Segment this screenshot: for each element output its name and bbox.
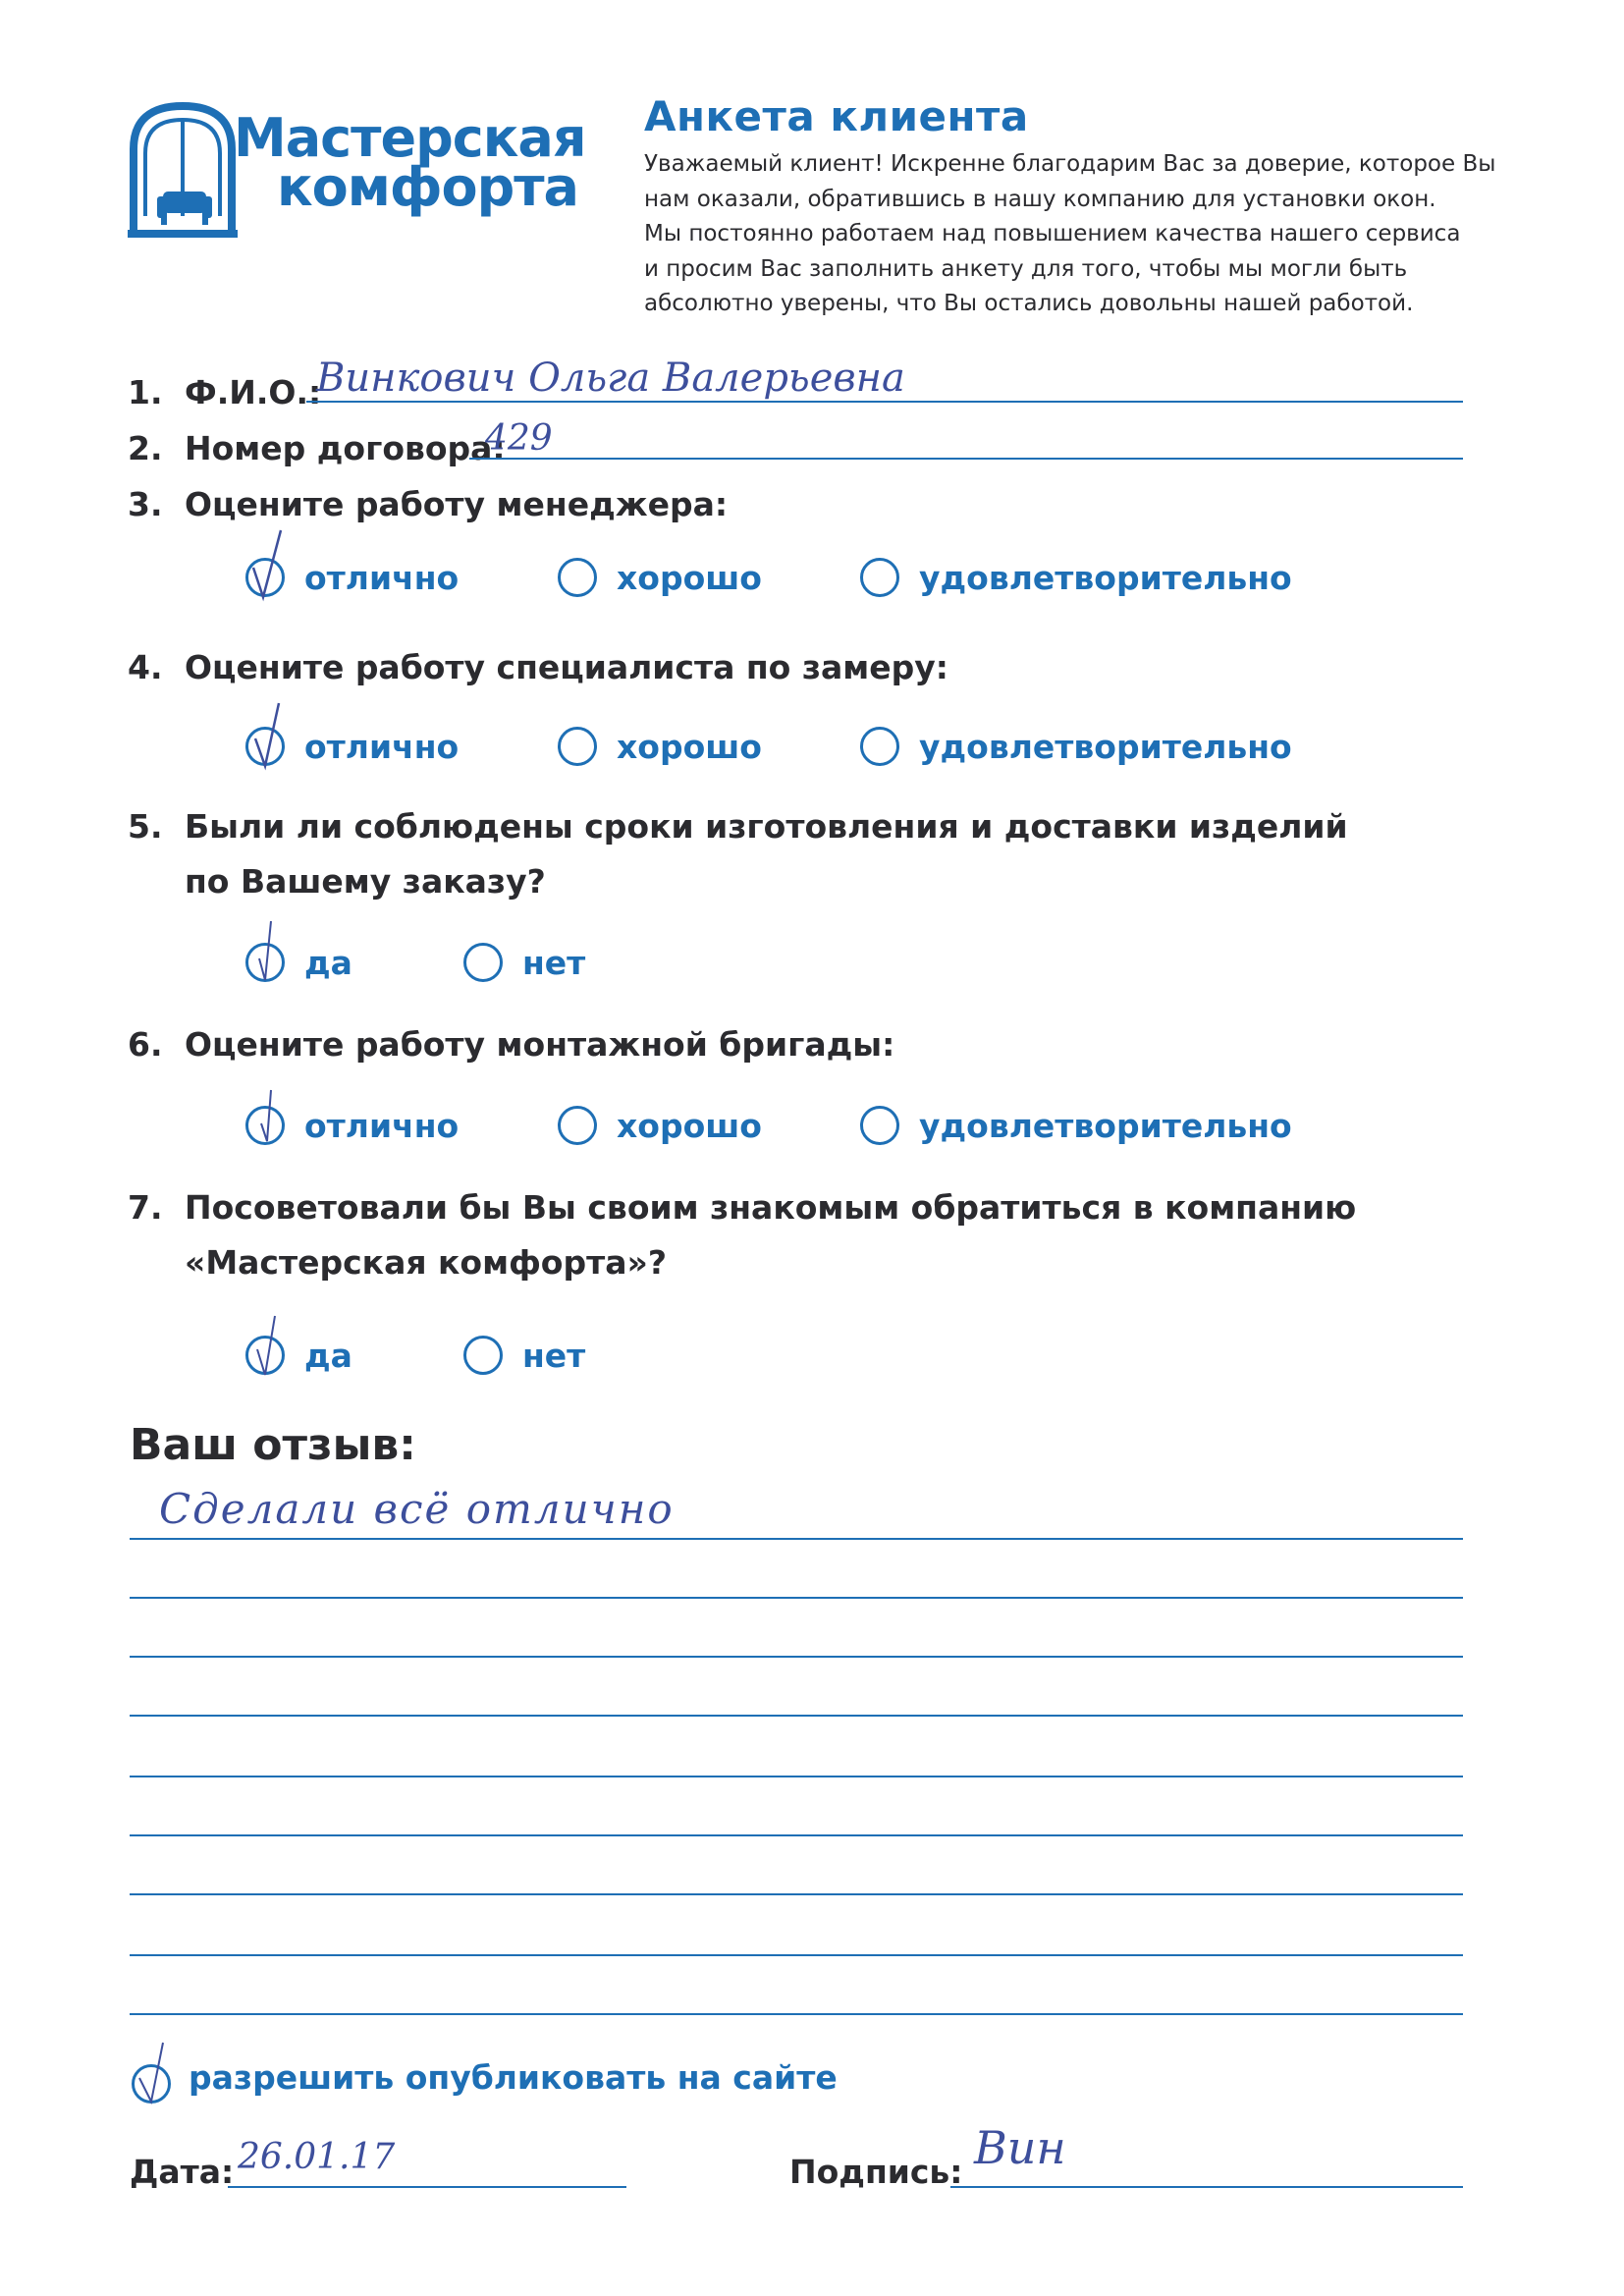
fullname-field-line — [306, 401, 1463, 403]
review-line — [130, 1597, 1463, 1599]
review-line — [130, 1715, 1463, 1717]
window-sofa-logo-icon — [128, 98, 238, 246]
intro-paragraph: Уважаемый клиент! Искренне благодарим Вас за доверие, которое Вы нам оказали, обратившись в нашу компанию для установки окон. Мы постоянно работаем над повышением качества нашего сервиса и просим Вас заполнить анкету для того, чтобы мы могли быть абсолютно уверены, что Вы остались довольны нашей работой. — [644, 151, 1496, 316]
logo-wordmark: Мастерская комфорта — [234, 107, 586, 218]
company-logo — [128, 98, 586, 246]
review-line — [130, 1893, 1463, 1895]
question-3-label: 3. Оцените работу менеджера: — [128, 485, 729, 523]
contract-number-field-line — [469, 458, 1463, 460]
question-1-label: 1. Ф.И.О.: — [128, 373, 322, 411]
date-label: Дата: — [130, 2153, 235, 2191]
form-title: Анкета клиента — [644, 92, 1029, 140]
question-2-label: 2. Номер договора: — [128, 429, 506, 467]
handwritten-check-icon — [247, 1304, 291, 1383]
question-5-label: 5. Были ли соблюдены сроки изготовления и доставки изделий по Вашему заказу? — [128, 807, 1348, 901]
question-4-label: 4. Оцените работу специалиста по замеру: — [128, 648, 948, 686]
handwritten-check-icon — [247, 1074, 291, 1153]
signature-field-line — [950, 2186, 1463, 2188]
handwritten-check-icon — [134, 2033, 177, 2111]
review-line — [130, 1656, 1463, 1658]
review-line — [130, 1954, 1463, 1956]
signature-field[interactable]: Вин — [974, 2121, 1066, 2174]
handwritten-check-icon — [247, 695, 291, 774]
radio-circle-icon — [463, 943, 503, 982]
radio-circle-icon — [558, 558, 597, 597]
contract-number-field[interactable]: 429 — [485, 418, 553, 459]
radio-circle-icon — [463, 1336, 503, 1375]
review-line — [130, 2013, 1463, 2015]
review-text[interactable]: Сделали всё отлично — [159, 1485, 675, 1533]
radio-circle-icon — [860, 727, 899, 766]
survey-form-page: Мастерская комфорта Анкета клиента Уважаемый клиент! Искренне благодарим Вас за доверие, которое Вы нам оказали, обратившись в нашу компанию для установки окон. Мы постоянно работаем над повышением качества нашего сервиса и просим Вас заполнить анкету для того, чтобы мы могли быть абсолютно уверены, что Вы остались довольны нашей работой. 1. Ф.И.О.: Винкович Ольга Валерьевна 2. Номер договора: 429 3. Оцените работу менеджера: отлично хорошо удовлетворительно 4. Оцените работу специалиста по замеру: отлично хорошо удовлетворительно 5. Были ли соблюдены сроки изготовления и доставки изделий по Вашему заказу? да нет 6. Оцените работу монтажной бригады: отлично хорошо удовлетворительно 7. Посоветовали бы Вы своим знакомым обратиться в компанию «Мастерская комфорта»? да нет Ваш отзыв: Сделали всё отлично разрешить опубликовать на сайте Дата: 26.01.17 Подпись: Вин — [128, 92, 1496, 2191]
review-line — [130, 1538, 1463, 1540]
question-6-label: 6. Оцените работу монтажной бригады: — [128, 1025, 895, 1064]
radio-circle-icon — [558, 1106, 597, 1145]
review-line — [130, 1834, 1463, 1836]
signature-label: Подпись: — [789, 2153, 963, 2191]
question-7-label: 7. Посоветовали бы Вы своим знакомым обратиться в компанию «Мастерская комфорта»? — [128, 1188, 1357, 1282]
review-heading: Ваш отзыв: — [130, 1420, 416, 1470]
radio-circle-icon — [860, 1106, 899, 1145]
publish-permission-label: разрешить опубликовать на сайте — [189, 2058, 838, 2097]
handwritten-check-icon — [247, 911, 291, 990]
date-field[interactable]: 26.01.17 — [238, 2137, 396, 2177]
fullname-field[interactable]: Винкович Ольга Валерьевна — [316, 355, 905, 401]
radio-circle-icon — [860, 558, 899, 597]
date-field-line — [228, 2186, 626, 2188]
radio-circle-icon — [558, 727, 597, 766]
handwritten-check-icon — [247, 526, 291, 605]
review-line — [130, 1776, 1463, 1777]
